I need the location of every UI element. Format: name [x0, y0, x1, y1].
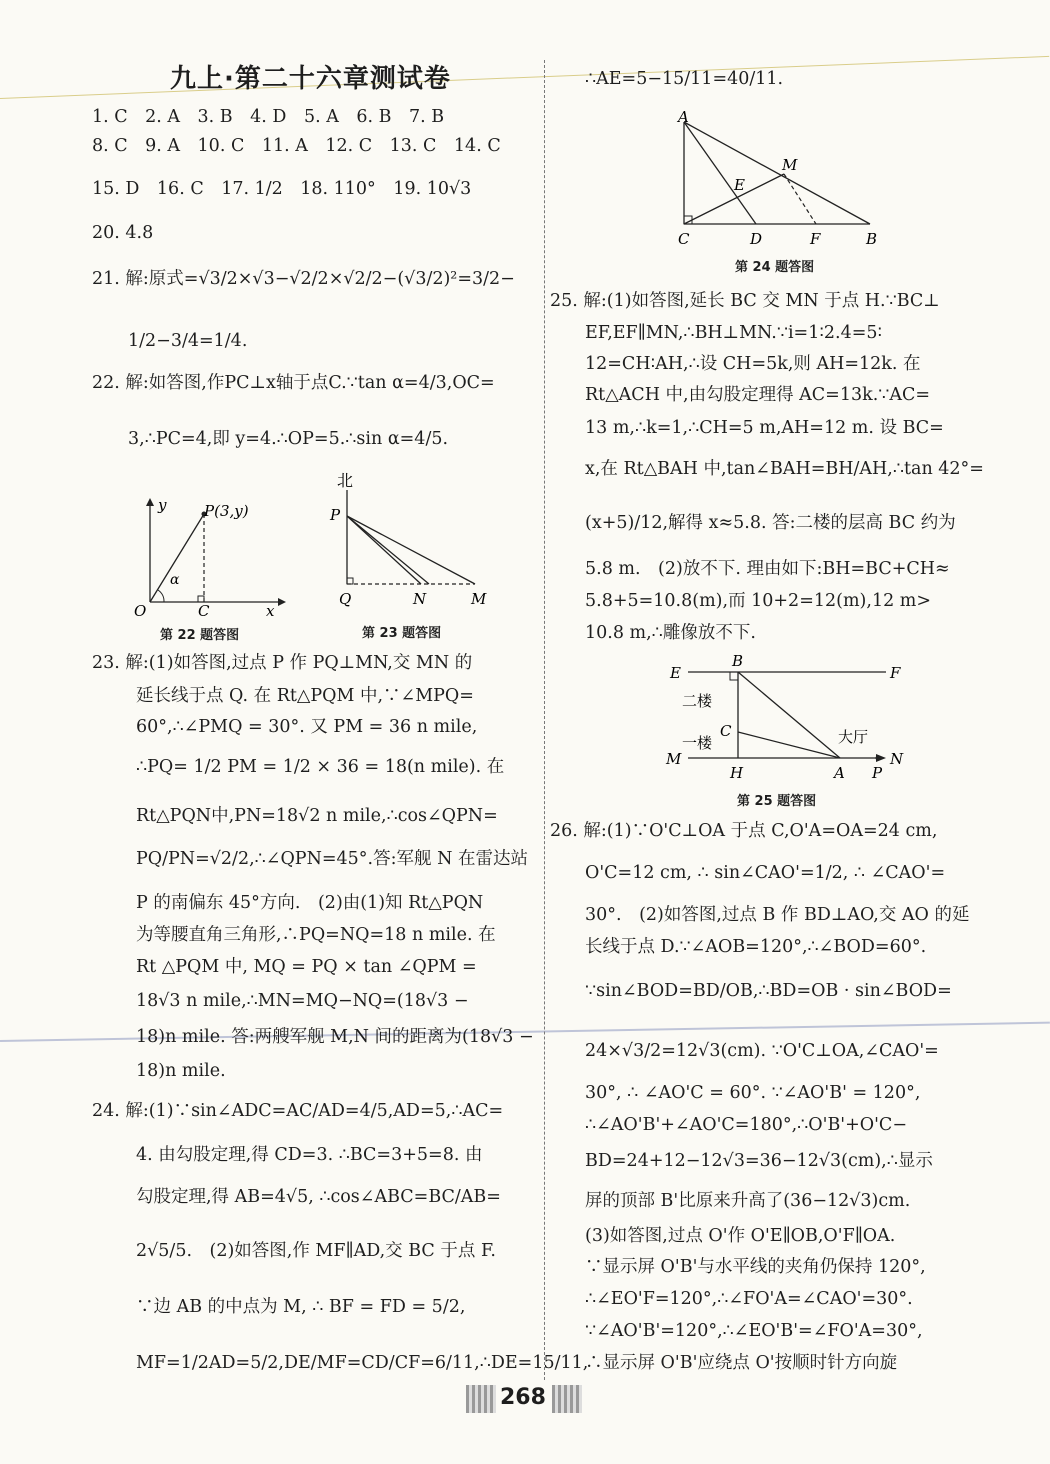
answer-line: MF=1/2AD=5/2,DE/MF=CD/CF=6/11,∴DE=15/11, — [136, 1353, 589, 1373]
scan-line — [0, 56, 1049, 99]
fig25-label-c: C — [720, 722, 732, 740]
figure-23 — [325, 466, 495, 614]
answer-line: BD=24+12−12√3=36−12√3(cm),∴显示 — [585, 1151, 933, 1171]
answer-line: 12=CH∶AH,∴设 CH=5k,则 AH=12k. 在 — [585, 354, 921, 374]
answer-line: 18√3 n mile,∴MN=MQ−NQ=(18√3 − — [136, 991, 469, 1011]
page-number-bar-left — [466, 1385, 496, 1413]
fig23-label-q: Q — [339, 590, 352, 608]
figure-24 — [670, 108, 890, 248]
fig22-label-p: P(3,y) — [204, 502, 249, 520]
answer-line: ∵边 AB 的中点为 M, ∴ BF = FD = 5/2, — [136, 1297, 466, 1317]
answer-line: 勾股定理,得 AB=4√5, ∴cos∠ABC=BC/AB= — [136, 1187, 501, 1207]
fig23-label-p: P — [330, 506, 341, 524]
answer-line: 15. D 16. C 17. 1/2 18. 110° 19. 10√3 — [92, 179, 472, 199]
answer-line: 8. C 9. A 10. C 11. A 12. C 13. C 14. C — [92, 136, 501, 156]
answer-line: 25. 解:(1)如答图,延长 BC 交 MN 于点 H.∵BC⊥ — [550, 291, 940, 311]
answer-line: 延长线于点 Q. 在 Rt△PQM 中,∵∠MPQ= — [136, 686, 474, 706]
answer-line: ∴PQ= 1/2 PM = 1/2 × 36 = 18(n mile). 在 — [136, 757, 505, 777]
fig23-label-m: M — [471, 590, 487, 608]
fig25-label-m: M — [666, 750, 682, 768]
fig24-label-a: A — [678, 108, 689, 126]
answer-line: ∵∠AO'B'=120°,∴∠EO'B'=∠FO'A=30°, — [585, 1321, 923, 1341]
answer-line: 21. 解:原式=√3/2×√3−√2/2×√2/2−(√3/2)²=3/2− — [92, 269, 515, 289]
answer-line: 24. 解:(1)∵sin∠ADC=AC/AD=4/5,AD=5,∴AC= — [92, 1101, 504, 1121]
answer-line: 30°, ∴ ∠AO'C = 60°. ∵∠AO'B' = 120°, — [585, 1083, 921, 1103]
fig24-label-c: C — [678, 230, 690, 248]
page-number: 268 — [500, 1385, 546, 1410]
answer-line: 5.8+5=10.8(m),而 10+2=12(m),12 m> — [585, 591, 932, 611]
fig23-label-north: 北 — [337, 471, 354, 490]
caption-fig23: 第 23 题答图 — [362, 626, 442, 641]
fig24-label-f: F — [810, 230, 821, 248]
answer-line: 26. 解:(1)∵O'C⊥OA 于点 C,O'A=OA=24 cm, — [550, 821, 938, 841]
answer-line: 30°. (2)如答图,过点 B 作 BD⊥AO,交 AO 的延 — [585, 905, 970, 925]
fig22-label-o: O — [134, 602, 147, 617]
fig25-label-n: N — [890, 750, 904, 768]
fig23-label-n: N — [413, 590, 427, 608]
fig22-label-x: x — [266, 602, 275, 617]
answer-line: 24×√3/2=12√3(cm). ∵O'C⊥OA,∠CAO'= — [585, 1041, 939, 1061]
fig25-label-e: E — [670, 664, 681, 682]
answer-line: Rt△PQN中,PN=18√2 n mile,∴cos∠QPN= — [136, 806, 498, 826]
answer-line: 为等腰直角三角形,∴PQ=NQ=18 n mile. 在 — [136, 925, 496, 945]
answer-line: 5.8 m. (2)放不下. 理由如下:BH=BC+CH≈ — [585, 559, 950, 579]
answer-line: PQ/PN=√2/2,∴∠QPN=45°.答:军舰 N 在雷达站 — [136, 849, 528, 869]
fig25-label-a: A — [834, 764, 845, 780]
page-number-bar-right — [552, 1385, 582, 1413]
answer-line: Rt △PQM 中, MQ = PQ × tan ∠QPM = — [136, 957, 477, 977]
answer-line: ∴∠EO'F=120°,∴∠FO'A=∠CAO'=30°. — [585, 1289, 913, 1309]
answer-line: 1/2−3/4=1/4. — [128, 331, 248, 351]
answer-line: P 的南偏东 45°方向. (2)由(1)知 Rt△PQN — [136, 893, 484, 913]
answer-line: EF,EF∥MN,∴BH⊥MN.∵i=1∶2.4=5∶ — [585, 323, 883, 343]
figure-25 — [660, 650, 910, 780]
caption-fig22: 第 22 题答图 — [160, 628, 240, 643]
answer-line: x,在 Rt△BAH 中,tan∠BAH=BH/AH,∴tan 42°= — [585, 459, 984, 479]
answer-line: (x+5)/12,解得 x≈5.8. 答:二楼的层高 BC 约为 — [585, 513, 956, 533]
answer-line: 2√5/5. (2)如答图,作 MF∥AD,交 BC 于点 F. — [136, 1241, 496, 1261]
answer-line: ∵显示屏 O'B'与水平线的夹角仍保持 120°, — [585, 1257, 926, 1277]
caption-fig24: 第 24 题答图 — [735, 260, 815, 275]
answer-line: 4. 由勾股定理,得 CD=3. ∴BC=3+5=8. 由 — [136, 1145, 483, 1165]
answer-line: 10.8 m,∴雕像放不下. — [585, 623, 756, 643]
answer-line: Rt△ACH 中,由勾股定理得 AC=13k.∵AC= — [585, 385, 931, 405]
answer-line: O'C=12 cm, ∴ sin∠CAO'=1/2, ∴ ∠CAO'= — [585, 863, 946, 883]
answer-line: 3,∴PC=4,即 y=4.∴OP=5.∴sin α=4/5. — [128, 429, 449, 449]
answer-line: 18)n mile. 答:两艘军舰 M,N 间的距离为(18√3 − — [136, 1027, 534, 1047]
fig24-label-d: D — [750, 230, 763, 248]
fig25-label-h: H — [730, 764, 744, 780]
answer-line: ∴∠AO'B'+∠AO'C=180°,∴O'B'+O'C− — [585, 1115, 907, 1135]
fig25-label-floor1: 一楼 — [682, 734, 713, 752]
fig25-label-p: P — [872, 764, 883, 780]
answer-line: 22. 解:如答图,作PC⊥x轴于点C.∵tan α=4/3,OC= — [92, 373, 495, 393]
answer-line: ∴显示屏 O'B'应绕点 O'按顺时针方向旋 — [585, 1353, 898, 1373]
answer-line: 18)n mile. — [136, 1061, 226, 1081]
answer-line: 20. 4.8 — [92, 223, 154, 243]
answer-line: ∵sin∠BOD=BD/OB,∴BD=OB · sin∠BOD= — [585, 981, 952, 1001]
answer-line: 60°,∴∠PMQ = 30°. 又 PM = 36 n mile, — [136, 717, 478, 737]
answer-line: 长线于点 D.∵∠AOB=120°,∴∠BOD=60°. — [585, 937, 927, 957]
fig25-label-b: B — [732, 652, 744, 670]
fig22-label-y: y — [158, 496, 167, 514]
fig24-label-b: B — [866, 230, 878, 248]
column-divider — [544, 60, 545, 1380]
answer-line: 23. 解:(1)如答图,过点 P 作 PQ⊥MN,交 MN 的 — [92, 653, 473, 673]
fig25-label-floor2: 二楼 — [682, 692, 713, 710]
caption-fig25: 第 25 题答图 — [737, 794, 817, 809]
fig22-label-alpha: α — [170, 572, 180, 588]
fig25-label-hall: 大厅 — [838, 728, 869, 746]
answer-line: 屏的顶部 B'比原来升高了(36−12√3)cm. — [585, 1191, 911, 1211]
fig24-label-m: M — [782, 156, 798, 174]
fig22-label-c: C — [198, 602, 210, 617]
page-title: 九上·第二十六章测试卷 — [170, 64, 451, 94]
answer-line: (3)如答图,过点 O'作 O'E∥OB,O'F∥OA. — [585, 1226, 896, 1246]
answer-line: 1. C 2. A 3. B 4. D 5. A 6. B 7. B — [92, 107, 445, 127]
answer-line: 13 m,∴k=1,∴CH=5 m,AH=12 m. 设 BC= — [585, 418, 944, 438]
fig24-label-e: E — [734, 176, 745, 194]
answer-line: ∴AE=5−15/11=40/11. — [585, 69, 784, 89]
figure-22 — [128, 492, 288, 617]
fig25-label-f: F — [890, 664, 901, 682]
